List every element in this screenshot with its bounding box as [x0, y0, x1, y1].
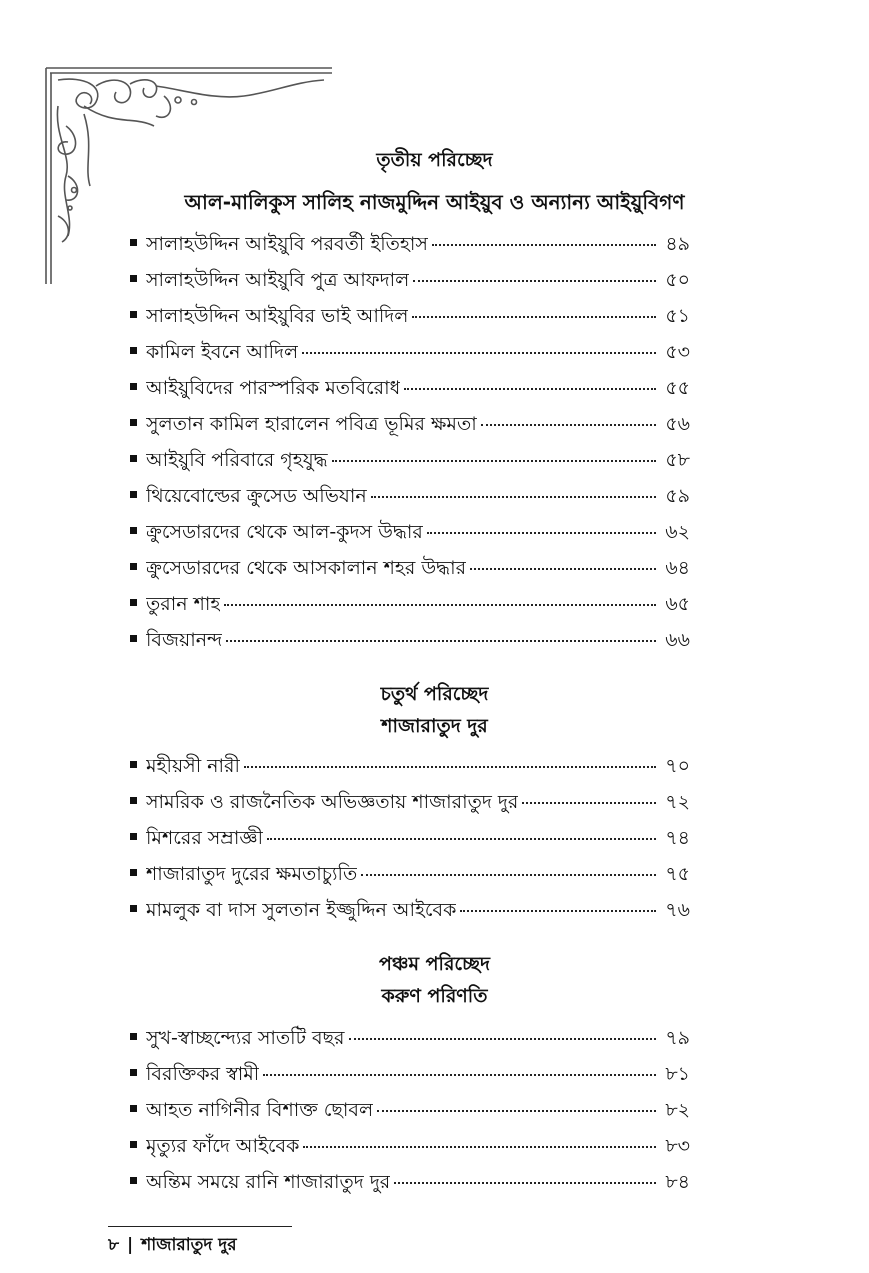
- toc-entry: [130, 1168, 690, 1204]
- bullet-square-icon: [130, 1105, 137, 1112]
- toc-entry-title: থিয়েবোল্ডের ক্রুসেড অভিযান: [146, 485, 367, 507]
- dot-leader: [244, 766, 656, 768]
- toc-entry-title: মৃত্যুর ফাঁদে আইবেক: [146, 1135, 300, 1157]
- toc-entry: [130, 860, 690, 896]
- toc-entry: [130, 554, 690, 590]
- toc-entry-title: ক্রুসেডারদের থেকে আল-কুদস উদ্ধার: [146, 521, 423, 543]
- toc-entry-title: মিশরের সম্রাজ্ঞী: [146, 827, 264, 849]
- toc-entry-page: ৮২: [665, 1099, 690, 1121]
- footer-page-number: ৮: [108, 1235, 120, 1255]
- bullet-square-icon: [130, 869, 137, 876]
- toc-entry-title: কামিল ইবনে আদিল: [146, 341, 299, 363]
- toc-entry: [130, 410, 690, 446]
- toc-entry-page: ৫৩: [665, 341, 690, 363]
- toc-entry-page: ৮১: [665, 1063, 690, 1085]
- toc-entry-page: ৭৫: [665, 863, 690, 885]
- chapter4-title: শাজারাতুদ দুর: [381, 715, 488, 737]
- dot-leader: [377, 1110, 656, 1112]
- bullet-square-icon: [130, 491, 137, 498]
- bullet-square-icon: [130, 239, 137, 246]
- dot-leader: [267, 838, 656, 840]
- toc-entry-title: বিজয়ানন্দ: [146, 629, 223, 651]
- toc-entry: [130, 230, 690, 266]
- toc-entry: [130, 266, 690, 302]
- toc-entry: [130, 302, 690, 338]
- chapter5-title: করুণ পরিণতি: [381, 985, 488, 1007]
- toc-entry-page: ৫৮: [665, 449, 690, 471]
- footer-book-title: শাজারাতুদ দুর: [141, 1235, 237, 1255]
- toc-entry-title: তুরান শাহ: [146, 593, 221, 615]
- bullet-square-icon: [130, 761, 137, 768]
- toc-entry-title: সালাহউদ্দিন আইয়ুবির ভাই আদিল: [146, 305, 409, 327]
- toc-entry: [130, 590, 690, 626]
- chapter4-toc-list: [130, 752, 690, 932]
- bullet-square-icon: [130, 599, 137, 606]
- chapter3-label: তৃতীয় পরিচ্ছেদ: [376, 149, 493, 171]
- chapter3-title: আল-মালিকুস সালিহ নাজমুদ্দিন আইয়ুব ও অন্যান্য আইয়ুবিগণ: [184, 190, 685, 214]
- toc-entry-page: ৬৫: [665, 593, 690, 615]
- toc-entry-title: সুলতান কামিল হারালেন পবিত্র ভূমির ক্ষমতা: [146, 413, 477, 435]
- dot-leader: [371, 496, 656, 498]
- footer-separator: |: [127, 1235, 134, 1255]
- page-footer: [108, 1232, 237, 1260]
- bullet-square-icon: [130, 1177, 137, 1184]
- toc-entry: [130, 446, 690, 482]
- toc-entry-page: ৫৯: [665, 485, 690, 507]
- dot-leader: [404, 388, 656, 390]
- toc-entry-page: ৭০: [665, 755, 690, 777]
- bullet-square-icon: [130, 1069, 137, 1076]
- bullet-square-icon: [130, 455, 137, 462]
- toc-entry-page: ৬৪: [665, 557, 690, 579]
- dot-leader: [332, 460, 656, 462]
- dot-leader: [303, 1146, 656, 1148]
- toc-entry-title: অন্তিম সময়ে রানি শাজারাতুদ দুর: [146, 1171, 391, 1193]
- toc-entry: [130, 1132, 690, 1168]
- dot-leader: [226, 640, 656, 642]
- bullet-square-icon: [130, 1141, 137, 1148]
- toc-entry-title: আহত নাগিনীর বিশাক্ত ছোবল: [146, 1099, 374, 1121]
- dot-leader: [361, 874, 656, 876]
- dot-leader: [427, 532, 656, 534]
- bullet-square-icon: [130, 635, 137, 642]
- toc-entry-page: ৭২: [665, 791, 690, 813]
- toc-entry-page: ৫১: [665, 305, 690, 327]
- bullet-square-icon: [130, 797, 137, 804]
- toc-entry-page: ৫৫: [665, 377, 690, 399]
- dot-leader: [349, 1038, 656, 1040]
- toc-entry: [130, 896, 690, 932]
- footer-rule: [108, 1226, 292, 1227]
- bullet-square-icon: [130, 419, 137, 426]
- toc-entry-page: ৫০: [665, 269, 690, 291]
- toc-entry: [130, 626, 690, 662]
- toc-entry-title: মহীয়সী নারী: [146, 755, 240, 777]
- chapter5-label: পঞ্চম পরিচ্ছেদ: [378, 953, 491, 975]
- toc-entry: [130, 518, 690, 554]
- dot-leader: [522, 802, 656, 804]
- toc-entry-title: মামলুক বা দাস সুলতান ইজ্জুদ্দিন আইবেক: [146, 899, 457, 921]
- toc-entry-title: সামরিক ও রাজনৈতিক অভিজ্ঞতায় শাজারাতুদ দুর: [146, 791, 519, 813]
- toc-entry-page: ৪৯: [665, 233, 690, 255]
- toc-entry-page: ৭৬: [665, 899, 690, 921]
- toc-entry-page: ৬৬: [665, 629, 690, 651]
- toc-entry-page: ৭৪: [665, 827, 690, 849]
- bullet-square-icon: [130, 905, 137, 912]
- dot-leader: [413, 280, 656, 282]
- bullet-square-icon: [130, 833, 137, 840]
- chapter3-toc-list: [130, 230, 690, 662]
- toc-entry: [130, 1060, 690, 1096]
- toc-entry-page: ৮৩: [665, 1135, 690, 1157]
- toc-entry-title: সালাহউদ্দিন আইয়ুবি পুত্র আফদাল: [146, 269, 410, 291]
- bullet-square-icon: [130, 347, 137, 354]
- bullet-square-icon: [130, 1033, 137, 1040]
- toc-entry-title: আইয়ুবি পরিবারে গৃহযুদ্ধ: [146, 449, 328, 471]
- toc-entry-title: শাজারাতুদ দুরের ক্ষমতাচ্যুতি: [146, 863, 358, 885]
- dot-leader: [394, 1182, 656, 1184]
- dot-leader: [432, 244, 656, 246]
- bullet-square-icon: [130, 383, 137, 390]
- chapter5-toc-list: [130, 1024, 690, 1204]
- dot-leader: [460, 910, 656, 912]
- chapter4-label: চতুর্থ পরিচ্ছেদ: [380, 683, 489, 705]
- toc-entry: [130, 752, 690, 788]
- toc-entry-title: সুখ-স্বাচ্ছন্দ্যের সাতটি বছর: [146, 1027, 345, 1049]
- toc-entry-page: ৮৪: [665, 1171, 690, 1193]
- toc-entry: [130, 338, 690, 374]
- toc-entry: [130, 788, 690, 824]
- dot-leader: [224, 604, 656, 606]
- bullet-square-icon: [130, 311, 137, 318]
- toc-entry-page: ৫৬: [665, 413, 690, 435]
- bullet-square-icon: [130, 275, 137, 282]
- dot-leader: [412, 316, 656, 318]
- toc-entry-title: ক্রুসেডারদের থেকে আসকালান শহর উদ্ধার: [146, 557, 467, 579]
- dot-leader: [481, 424, 656, 426]
- toc-entry-title: সালাহউদ্দিন আইয়ুবি পরবর্তী ইতিহাস: [146, 233, 428, 255]
- dot-leader: [263, 1074, 656, 1076]
- toc-entry-title: বিরক্তিকর স্বামী: [146, 1063, 260, 1085]
- toc-entry: [130, 482, 690, 518]
- bullet-square-icon: [130, 563, 137, 570]
- toc-entry-page: ৬২: [665, 521, 690, 543]
- toc-entry: [130, 374, 690, 410]
- toc-entry: [130, 1024, 690, 1060]
- toc-entry: [130, 824, 690, 860]
- toc-entry-page: ৭৯: [665, 1027, 690, 1049]
- toc-entry-title: আইয়ুবিদের পারস্পরিক মতবিরোধ: [146, 377, 401, 399]
- dot-leader: [302, 352, 656, 354]
- dot-leader: [470, 568, 656, 570]
- bullet-square-icon: [130, 527, 137, 534]
- toc-entry: [130, 1096, 690, 1132]
